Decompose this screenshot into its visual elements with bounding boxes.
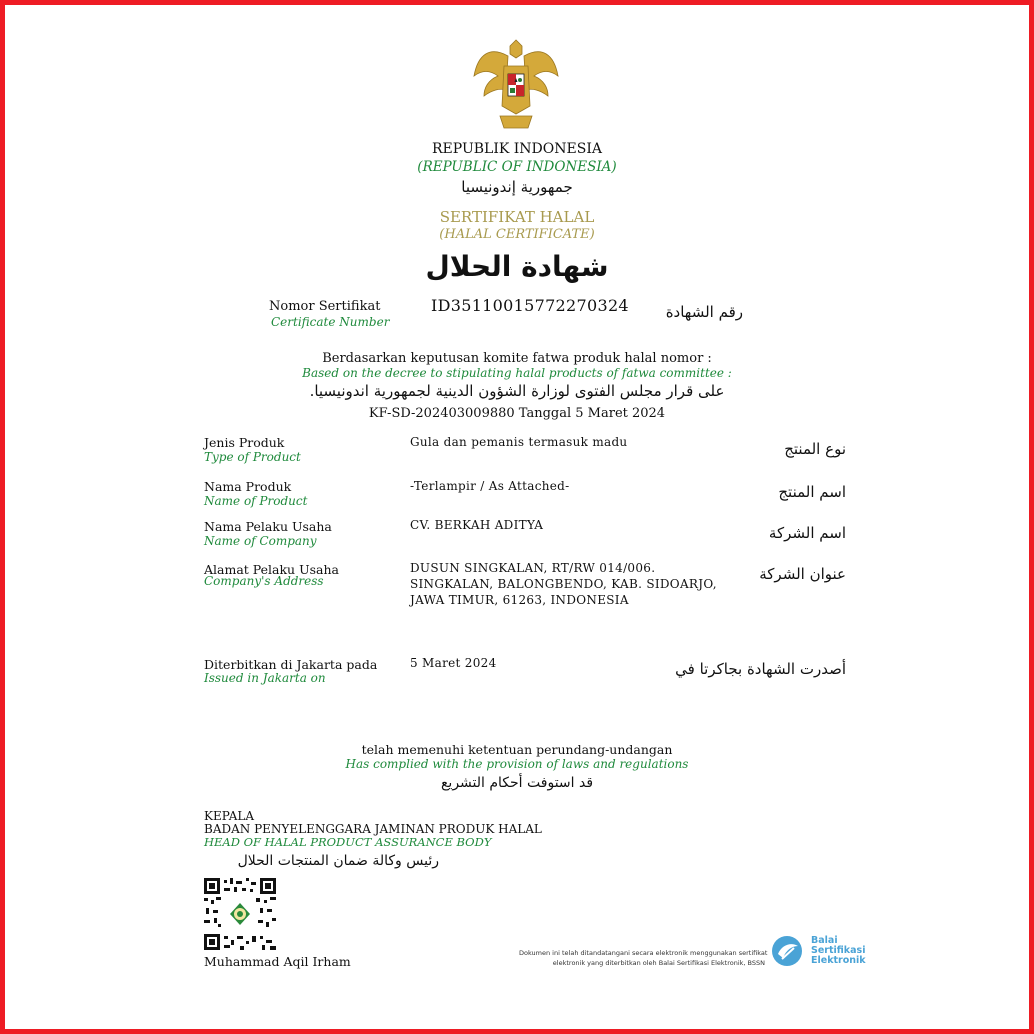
address-line: SINGKALAN, BALONGBENDO, KAB. SIDOARJO,: [410, 577, 717, 591]
field-label: Nama Pelaku Usaha: [204, 519, 332, 534]
decree-text-en: Based on the decree to stipulating halal products of fatwa committee :: [302, 366, 732, 380]
field-label-en: Type of Product: [204, 450, 301, 464]
signatory-name: Muhammad Aqil Irham: [204, 954, 351, 969]
field-value: Gula dan pemanis termasuk madu: [410, 435, 628, 449]
decree-text-ar: على قرار مجلس الفتوى لوزارة الشؤون الدينية لجمهورية اندونيسيا.: [309, 382, 725, 400]
bsre-text: [811, 936, 866, 966]
garuda-emblem-icon: [470, 36, 562, 132]
signatory-title-en: HEAD OF HALAL PRODUCT ASSURANCE BODY: [204, 835, 492, 849]
country-name-ar: جمهورية إندونيسيا: [461, 178, 573, 196]
signatory-title-1: KEPALA: [204, 809, 254, 823]
qr-code-icon: [204, 878, 276, 950]
issued-label: Diterbitkan di Jakarta pada: [204, 657, 378, 672]
bsre-text-line: Sertifikasi: [811, 945, 866, 956]
certificate-number-label-en: Certificate Number: [271, 315, 390, 329]
issued-label-en: Issued in Jakarta on: [204, 671, 326, 685]
field-label-ar: اسم المنتج: [778, 483, 846, 501]
certificate-title-en: (HALAL CERTIFICATE): [439, 227, 595, 242]
field-label: Nama Produk: [204, 479, 292, 494]
bsre-text-line: Balai: [811, 935, 838, 946]
field-value: -Terlampir / As Attached-: [410, 479, 570, 493]
signatory-title-ar: رئيس وكالة ضمان المنتجات الحلال: [237, 853, 439, 869]
address-line: DUSUN SINGKALAN, RT/RW 014/006.: [410, 561, 656, 575]
field-label-en: Name of Product: [204, 494, 308, 508]
field-label-en: Company's Address: [204, 574, 324, 588]
address-line: JAWA TIMUR, 61263, INDONESIA: [410, 593, 629, 607]
decree-reference: KF-SD-202403009880 Tanggal 5 Maret 2024: [368, 406, 666, 421]
field-label-ar: عنوان الشركة: [759, 565, 846, 583]
issued-date: 5 Maret 2024: [410, 656, 497, 670]
certificate-number-value: ID35110015772270324: [431, 296, 629, 315]
field-label: Jenis Produk: [204, 435, 285, 450]
country-name-en: (REPUBLIC OF INDONESIA): [417, 159, 617, 175]
signatory-title-2: BADAN PENYELENGGARA JAMINAN PRODUK HALAL: [204, 822, 542, 836]
compliance-text-en: Has complied with the provision of laws and regulations: [345, 757, 689, 771]
bsre-text-line: Elektronik: [811, 955, 866, 966]
certificate-number-label: Nomor Sertifikat: [269, 299, 381, 314]
country-name-id: REPUBLIK INDONESIA: [432, 141, 602, 157]
certificate-number-label-ar: رقم الشهادة: [665, 303, 743, 321]
field-label: Alamat Pelaku Usaha: [204, 562, 339, 577]
compliance-text-id: telah memenuhi ketentuan perundang-undangan: [361, 742, 673, 757]
decree-text-id: Berdasarkan keputusan komite fatwa produk halal nomor :: [322, 351, 712, 366]
field-label-en: Name of Company: [204, 534, 317, 548]
issued-label-ar: أصدرت الشهادة بجاكرتا في: [675, 660, 846, 678]
field-label-ar: نوع المنتج: [784, 440, 846, 458]
compliance-text-ar: قد استوفت أحكام التشريع: [440, 775, 594, 791]
field-label-ar: اسم الشركة: [768, 524, 846, 542]
certificate-title-id: SERTIFIKAT HALAL: [439, 208, 595, 226]
field-value: CV. BERKAH ADITYA: [410, 518, 544, 532]
bsre-logo-icon: [770, 934, 804, 968]
esign-note-line-2: elektronik yang diterbitkan oleh Balai Sertifikasi Elektronik, BSSN: [552, 959, 765, 967]
certificate-title-ar: شهادة الحلال: [425, 250, 609, 283]
esign-note-line-1: Dokumen ini telah ditandatangani secara elektronik menggunakan sertifikat: [519, 949, 768, 957]
